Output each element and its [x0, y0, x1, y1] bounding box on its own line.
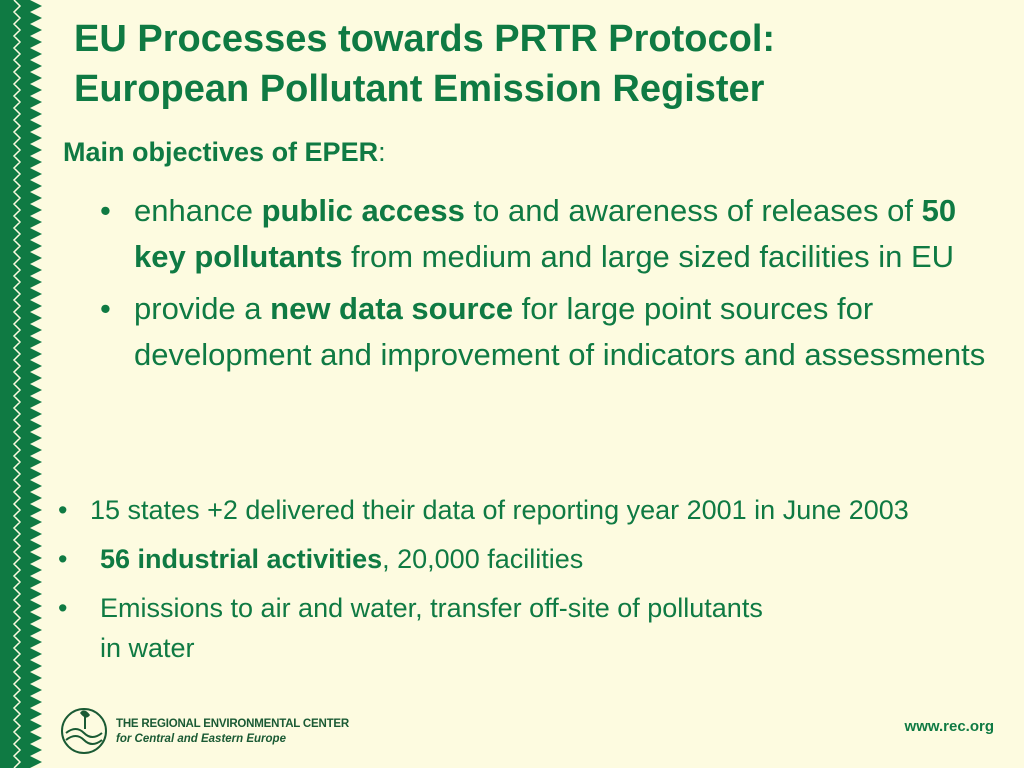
decorative-left-band	[0, 0, 46, 768]
fact-3-text: Emissions to air and water, transfer off-site of pollutants	[100, 593, 763, 623]
title-line-2: European Pollutant Emission Register	[74, 68, 765, 110]
zigzag-border-graphic	[0, 0, 46, 768]
fact-2-text: , 20,000 facilities	[382, 544, 584, 574]
website-link[interactable]: www.rec.org	[904, 718, 994, 735]
org-name-line-2: for Central and Eastern Europe	[116, 733, 286, 745]
objective-2-bold-new-data-source: new data source	[270, 291, 514, 326]
org-name-line-1: THE REGIONAL ENVIRONMENTAL CENTER	[116, 718, 349, 730]
objective-1-bold-key-pollutants: 50 key pollutants	[134, 193, 957, 274]
bullet-icon: •	[100, 291, 111, 326]
objectives-list	[100, 188, 1000, 384]
objective-1-bold-public-access: public access	[261, 193, 465, 228]
bullet-icon: •	[58, 593, 68, 623]
fact-item-1	[46, 490, 986, 530]
objective-1-pre: enhance	[134, 193, 262, 228]
fact-1-text: 15 states +2 delivered their data of reporting year 2001 in June 2003	[90, 495, 909, 525]
objective-item-2	[100, 286, 1000, 378]
fact-item-3	[46, 588, 986, 668]
objectives-heading	[63, 132, 386, 172]
rec-logo-text	[116, 717, 349, 747]
title-line-1: EU Processes towards PRTR Protocol:	[74, 18, 776, 60]
bullet-icon: •	[100, 193, 111, 228]
fact-3-continuation: in water	[100, 633, 195, 663]
rec-emblem-icon	[58, 703, 112, 759]
facts-list	[46, 490, 986, 677]
bullet-icon: •	[58, 495, 68, 525]
fact-2-bold-industrial-activities: 56 industrial activities	[100, 544, 383, 574]
bullet-icon: •	[58, 544, 68, 574]
objectives-heading-colon: :	[378, 137, 386, 167]
objective-item-1	[100, 188, 1000, 280]
slide-title	[74, 14, 1004, 114]
rec-logo	[58, 703, 358, 759]
objective-1-post: from medium and large sized facilities in EU	[342, 239, 955, 274]
fact-item-2	[46, 539, 986, 579]
objective-2-post: for large point sources for development and improvement of indicators and assessments	[134, 291, 986, 372]
objective-2-pre: provide a	[134, 291, 271, 326]
objective-1-mid: to and awareness of releases of	[464, 193, 922, 228]
objectives-heading-text: Main objectives of EPER	[63, 137, 379, 167]
